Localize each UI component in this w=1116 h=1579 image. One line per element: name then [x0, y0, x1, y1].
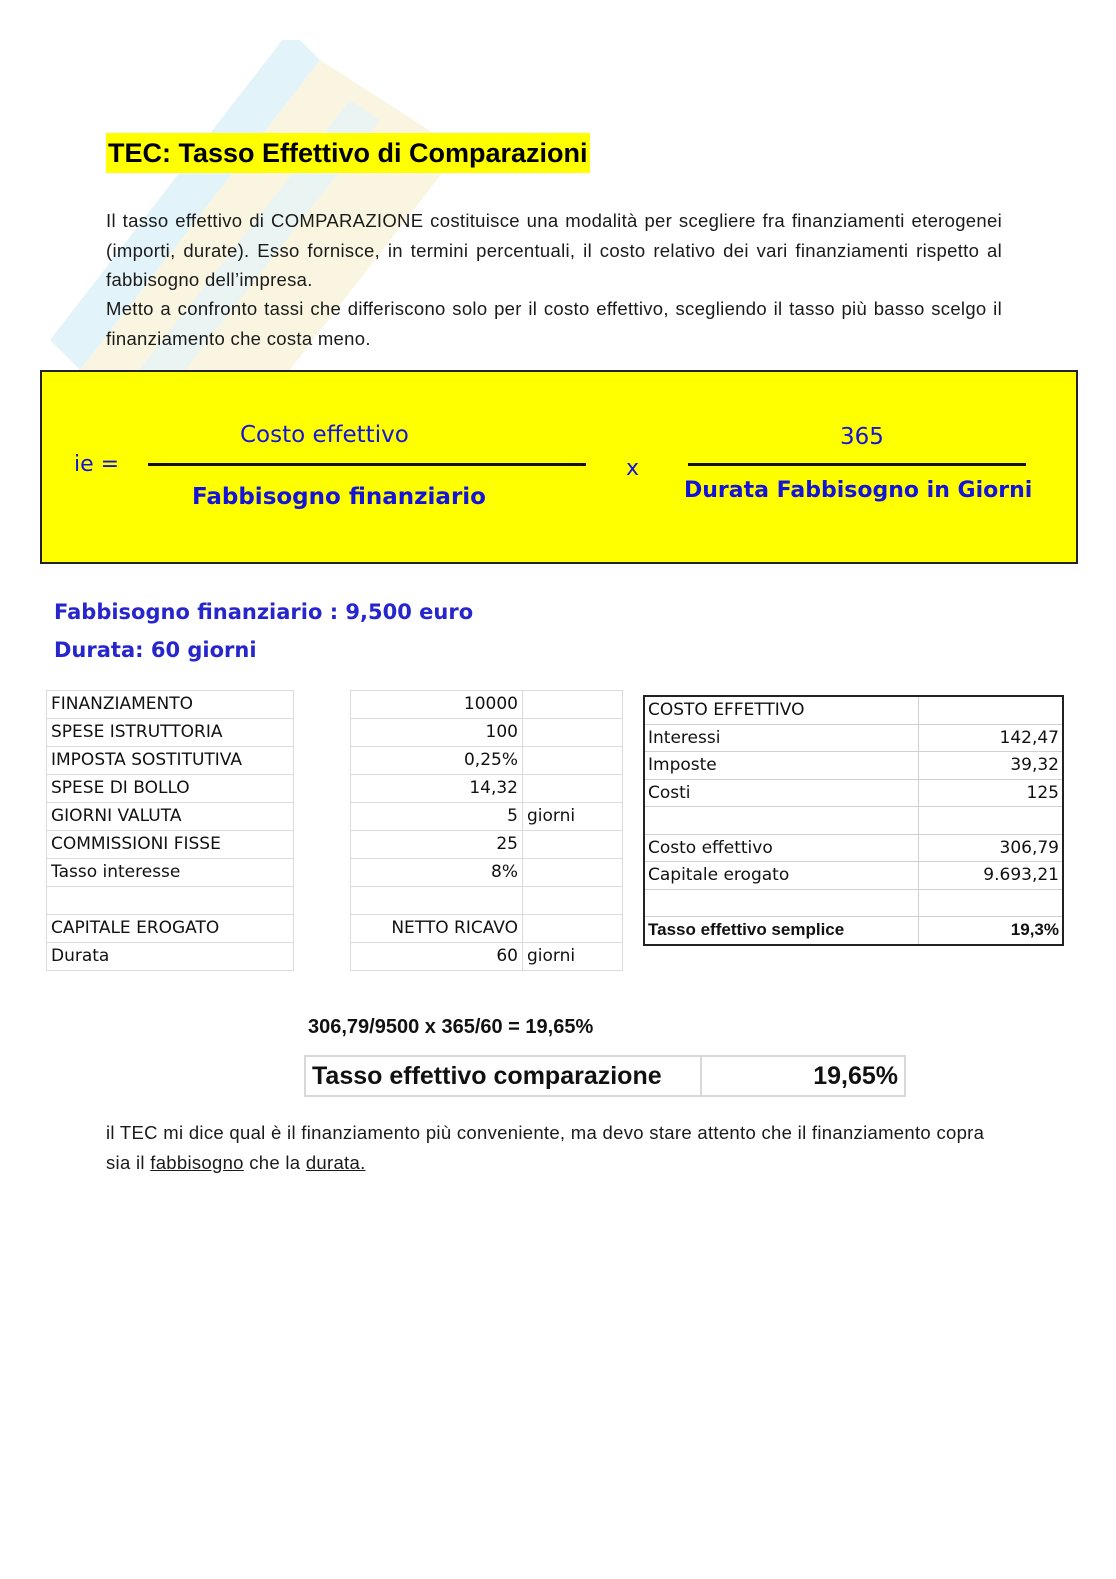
- value-row: [351, 719, 623, 747]
- formula-numerator-2: 365: [840, 424, 884, 450]
- cost-label-cell: Tasso effettivo semplice: [644, 917, 919, 945]
- cost-value-cell: [919, 889, 1063, 917]
- input-value-cell: 60: [351, 943, 523, 971]
- value-row: [351, 691, 623, 719]
- input-values-table: [350, 690, 623, 971]
- page-title: TEC: Tasso Effettivo di Comparazioni: [106, 133, 590, 173]
- cost-row: [644, 889, 1063, 917]
- calculation-line: 306,79/9500 x 365/60 = 19,65%: [308, 1016, 594, 1038]
- input-row: [47, 803, 294, 831]
- cost-value-cell: [919, 807, 1063, 835]
- input-value-cell: 5: [351, 803, 523, 831]
- input-label-cell: CAPITALE EROGATO: [47, 915, 294, 943]
- input-unit-cell: giorni: [523, 943, 623, 971]
- intro-paragraph-2: Metto a confronto tassi che differiscono solo per il costo effettivo, scegliendo il tasso più basso scelgo il finanziamento che costa meno.: [106, 298, 1002, 349]
- cost-label-cell: Imposte: [644, 752, 919, 780]
- formula-denominator-2: Durata Fabbisogno in Giorni: [684, 478, 1033, 503]
- cost-row: [644, 752, 1063, 780]
- cost-label-cell: Capitale erogato: [644, 862, 919, 890]
- formula-times: x: [626, 456, 640, 481]
- input-row: [47, 775, 294, 803]
- input-value-cell: 25: [351, 831, 523, 859]
- input-label-cell: FINANZIAMENTO: [47, 691, 294, 719]
- cost-row: [644, 724, 1063, 752]
- durata-header: Durata: 60 giorni: [54, 638, 257, 662]
- value-row: [351, 859, 623, 887]
- formula-denominator-1: Fabbisogno finanziario: [192, 484, 486, 510]
- cost-label-cell: Costo effettivo: [644, 834, 919, 862]
- conclusion-paragraph: [106, 1118, 1006, 1177]
- input-unit-cell: giorni: [523, 803, 623, 831]
- cost-row: [644, 834, 1063, 862]
- input-unit-cell: [523, 719, 623, 747]
- input-unit-cell: [523, 831, 623, 859]
- cost-row: [644, 807, 1063, 835]
- input-row: [47, 887, 294, 915]
- cost-label-cell: Costi: [644, 779, 919, 807]
- input-label-cell: [47, 887, 294, 915]
- input-row: [47, 719, 294, 747]
- cost-row: [644, 696, 1063, 724]
- cost-row: [644, 917, 1063, 945]
- cost-label-cell: COSTO EFFETTIVO: [644, 696, 919, 724]
- input-label-cell: Durata: [47, 943, 294, 971]
- input-unit-cell: [523, 691, 623, 719]
- formula-lhs: ie =: [74, 452, 120, 477]
- cost-label-cell: [644, 889, 919, 917]
- input-unit-cell: [523, 887, 623, 915]
- input-row: [47, 831, 294, 859]
- input-label-cell: SPESE ISTRUTTORIA: [47, 719, 294, 747]
- input-value-cell: 10000: [351, 691, 523, 719]
- conclusion-mid: che la: [243, 1151, 306, 1173]
- cost-row: [644, 779, 1063, 807]
- value-row: [351, 747, 623, 775]
- conclusion-text: il TEC mi dice qual è il finanziamento più conveniente, ma devo stare attento che il finanziamento copra sia il: [106, 1122, 985, 1173]
- cost-value-cell: [919, 696, 1063, 724]
- input-unit-cell: [523, 747, 623, 775]
- formula-box: [40, 370, 1078, 564]
- input-value-cell: 14,32: [351, 775, 523, 803]
- cost-value-cell: 9.693,21: [919, 862, 1063, 890]
- fraction-bar-2: [688, 463, 1026, 466]
- input-row: [47, 859, 294, 887]
- fraction-bar-1: [148, 463, 586, 466]
- cost-label-cell: Interessi: [644, 724, 919, 752]
- cost-value-cell: 306,79: [919, 834, 1063, 862]
- value-row: [351, 775, 623, 803]
- formula-numerator-1: Costo effettivo: [240, 422, 409, 448]
- input-row: [47, 915, 294, 943]
- cost-row: [644, 862, 1063, 890]
- intro-paragraph-1: Il tasso effettivo di COMPARAZIONE costituisce una modalità per scegliere fra finanziamenti eterogenei (importi, durate). Esso fornisce, in termini percentuali, il costo relativo dei vari finanziamenti rispetto al fabbisogno dell’impresa.: [106, 210, 1002, 290]
- result-table: [304, 1055, 906, 1097]
- cost-value-cell: 125: [919, 779, 1063, 807]
- input-value-cell: [351, 887, 523, 915]
- input-value-cell: NETTO RICAVO: [351, 915, 523, 943]
- result-value: 19,65%: [701, 1056, 905, 1096]
- input-label-cell: COMMISSIONI FISSE: [47, 831, 294, 859]
- input-label-cell: IMPOSTA SOSTITUTIVA: [47, 747, 294, 775]
- input-unit-cell: [523, 859, 623, 887]
- value-row: [351, 831, 623, 859]
- cost-value-cell: 142,47: [919, 724, 1063, 752]
- cost-value-cell: 39,32: [919, 752, 1063, 780]
- fabbisogno-header: Fabbisogno finanziario : 9,500 euro: [54, 600, 474, 624]
- input-value-cell: 8%: [351, 859, 523, 887]
- input-row: [47, 691, 294, 719]
- underlined-durata: durata.: [305, 1151, 366, 1173]
- cost-value-cell: 19,3%: [919, 917, 1063, 945]
- input-labels-table: [46, 690, 294, 971]
- value-row: [351, 943, 623, 971]
- input-label-cell: GIORNI VALUTA: [47, 803, 294, 831]
- value-row: [351, 915, 623, 943]
- input-unit-cell: [523, 775, 623, 803]
- cost-table: [643, 695, 1064, 946]
- cost-label-cell: [644, 807, 919, 835]
- input-value-cell: 0,25%: [351, 747, 523, 775]
- input-label-cell: SPESE DI BOLLO: [47, 775, 294, 803]
- value-row: [351, 803, 623, 831]
- result-label: Tasso effettivo comparazione: [305, 1056, 701, 1096]
- input-value-cell: 100: [351, 719, 523, 747]
- input-label-cell: Tasso interesse: [47, 859, 294, 887]
- underlined-fabbisogno: fabbisogno: [150, 1151, 244, 1173]
- input-row: [47, 747, 294, 775]
- value-row: [351, 887, 623, 915]
- input-unit-cell: [523, 915, 623, 943]
- input-row: [47, 943, 294, 971]
